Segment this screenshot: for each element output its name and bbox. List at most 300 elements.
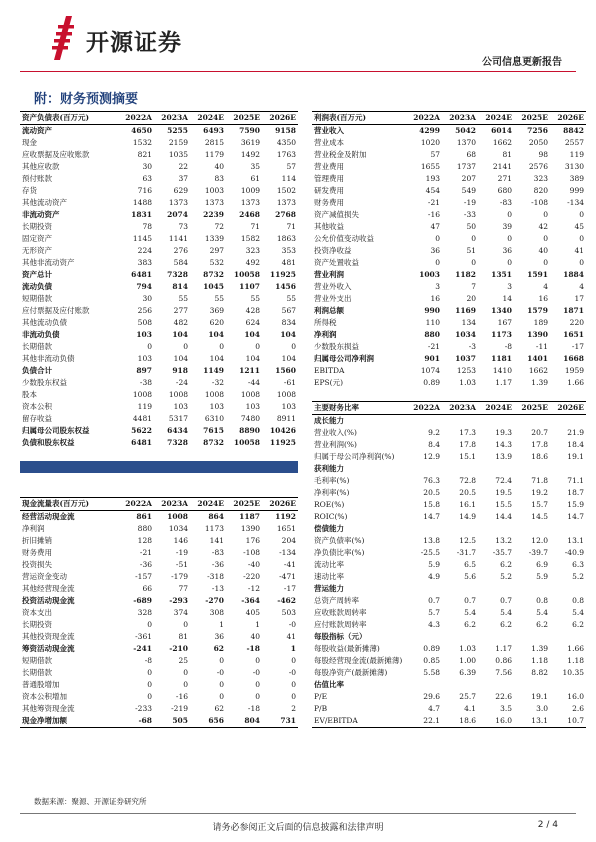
row-value: 4350 (276, 138, 296, 147)
row-label: 营业费用 (314, 162, 344, 171)
row-value: 55 (250, 294, 260, 303)
table-row (20, 281, 298, 293)
row-value: 4650 (131, 126, 152, 135)
row-value: 277 (173, 306, 188, 315)
row-value: 5.4 (572, 608, 584, 617)
row-value: 505 (154, 715, 190, 728)
row-value: 18.7 (567, 488, 584, 497)
row-value: 1107 (239, 282, 260, 291)
row-value: 103 (209, 402, 224, 411)
table-row (20, 317, 298, 329)
row-value: 0.8 (572, 596, 584, 605)
row-value: 4.3 (428, 620, 440, 629)
row-value: -21 (139, 548, 152, 557)
row-label: 筹资活动现金流 (22, 644, 75, 653)
row-value: 8732 (203, 270, 224, 279)
row-label: 营运能力 (314, 584, 344, 593)
year-header: 2022A (406, 402, 442, 415)
row-value: 15.8 (423, 500, 440, 509)
table-title: 现金流量表(百万元) (20, 498, 118, 511)
row-value: 40 (538, 246, 548, 255)
row-value: 9158 (275, 126, 296, 135)
row-value: -18 (247, 704, 260, 713)
row-value: -31.7 (456, 548, 476, 557)
row-value: 1 (290, 644, 296, 653)
row-value: 15.5 (495, 500, 512, 509)
row-value: -16 (427, 210, 440, 219)
row-value: 1401 (527, 354, 548, 363)
row-value: 19.2 (531, 488, 548, 497)
row-value: 5.4 (500, 608, 512, 617)
row-value: 1009 (240, 186, 260, 195)
row-value: 8911 (276, 414, 296, 423)
row-value: -24 (175, 378, 188, 387)
row-value (550, 415, 586, 428)
row-value: 2050 (528, 138, 548, 147)
row-value (478, 523, 514, 535)
row-value: 567 (281, 306, 296, 315)
row-value: 0 (183, 342, 188, 351)
row-value: 176 (245, 536, 260, 545)
row-value: 503 (281, 608, 296, 617)
row-value: 1 (219, 620, 224, 629)
table-row (312, 475, 586, 487)
row-value: 0 (183, 620, 188, 629)
row-value: 794 (136, 282, 152, 291)
row-value (442, 583, 478, 595)
row-value: 40 (250, 632, 260, 641)
row-label: 净负债比率(%) (314, 548, 365, 557)
row-label: 折旧摊销 (22, 536, 52, 545)
row-value: 6.5 (464, 560, 476, 569)
row-value: 17.8 (531, 440, 548, 449)
row-value: -210 (169, 644, 188, 653)
row-value: 204 (281, 536, 296, 545)
row-value: 1871 (563, 306, 584, 315)
row-value: 482 (173, 318, 188, 327)
row-value: -21 (427, 198, 440, 207)
table-row (20, 197, 298, 209)
table-row (312, 353, 586, 365)
row-label: 资产处置收益 (314, 258, 359, 267)
row-value (550, 631, 586, 643)
year-header: 2024E (190, 498, 226, 511)
row-value: 2576 (528, 162, 548, 171)
row-label: 应付账款周转率 (314, 620, 367, 629)
row-value: 12.5 (459, 536, 476, 545)
row-value: 6.39 (459, 668, 476, 677)
row-value: 3.0 (536, 704, 548, 713)
row-value: 1037 (455, 354, 476, 363)
row-value: 383 (137, 258, 152, 267)
row-value: 11925 (269, 270, 296, 279)
row-value: 0 (291, 692, 296, 701)
table-row (20, 679, 298, 691)
row-value: 55 (178, 294, 188, 303)
row-value: -13 (211, 584, 224, 593)
row-label: 营业外支出 (314, 294, 352, 303)
row-value: 8842 (563, 126, 584, 135)
row-label: 投资活动现金流 (22, 596, 75, 605)
row-value: 1763 (276, 150, 296, 159)
row-value: 12.9 (423, 452, 440, 461)
row-value: 0 (255, 680, 260, 689)
table-row (312, 317, 586, 329)
row-value: 1253 (456, 366, 476, 375)
row-value: -61 (283, 378, 296, 387)
row-value: 271 (497, 174, 512, 183)
row-value: 63 (142, 174, 152, 183)
row-value: 5.4 (536, 608, 548, 617)
row-value: 104 (245, 354, 260, 363)
row-value: 36 (502, 246, 512, 255)
row-value: 128 (137, 536, 152, 545)
row-value (514, 523, 550, 535)
row-value: 1179 (204, 150, 224, 159)
row-value: 220 (569, 318, 584, 327)
row-value: 481 (281, 258, 296, 267)
row-value: 1.03 (459, 378, 476, 387)
row-value: 6.2 (500, 560, 512, 569)
row-value: -12 (247, 584, 260, 593)
row-label: 总资产周转率 (314, 596, 359, 605)
row-value: -0 (216, 668, 224, 677)
table-row (20, 619, 298, 631)
row-value: 103 (136, 330, 152, 339)
row-label: 流动比率 (314, 560, 344, 569)
row-value: 1141 (168, 234, 188, 243)
row-value: 13.2 (495, 536, 512, 545)
row-value: 14.9 (459, 512, 476, 521)
row-value: 141 (209, 536, 224, 545)
row-value: 1003 (204, 186, 224, 195)
row-value: 21.9 (567, 428, 584, 437)
row-value: -361 (135, 632, 152, 641)
row-value: -134 (279, 548, 296, 557)
row-value: 1008 (204, 390, 224, 399)
row-value: 0 (147, 692, 152, 701)
row-label: 每股净资产(最新摊薄) (314, 668, 388, 677)
row-value: 0 (291, 342, 296, 351)
row-value: 7328 (167, 270, 188, 279)
row-value: 1169 (455, 306, 476, 315)
row-value: 1.00 (459, 656, 476, 665)
row-label: 净利润 (22, 524, 45, 533)
row-label: 少数股东权益 (22, 378, 67, 387)
row-value: 72.8 (459, 476, 476, 485)
row-label: 其他非流动负债 (22, 354, 75, 363)
table-row (312, 607, 586, 619)
table-row (312, 595, 586, 607)
row-value: 4 (579, 282, 584, 291)
row-value: 731 (262, 715, 298, 728)
row-value: 1.17 (495, 644, 512, 653)
row-value: 276 (173, 246, 188, 255)
row-label: 现金净增加额 (20, 715, 118, 728)
row-value: 1959 (564, 366, 584, 375)
row-value: 428 (245, 306, 260, 315)
table-row (312, 715, 586, 728)
row-label: 每股收益(最新摊薄) (314, 644, 380, 653)
row-value: 0.85 (423, 656, 440, 665)
table-row (20, 437, 298, 449)
row-value: 0 (435, 234, 440, 243)
row-value: 30 (142, 162, 152, 171)
row-value: 2074 (167, 210, 188, 219)
row-value: 2815 (204, 138, 224, 147)
row-value: 5.58 (423, 668, 440, 677)
row-value: 57 (286, 162, 296, 171)
row-label: 普通股增加 (22, 680, 60, 689)
row-value: 2468 (239, 210, 260, 219)
row-value: 0 (219, 342, 224, 351)
row-label: 研发费用 (314, 186, 344, 195)
row-value: 0 (219, 680, 224, 689)
row-value: 3130 (564, 162, 584, 171)
row-value: 6.9 (536, 560, 548, 569)
row-value: 0.7 (464, 596, 476, 605)
row-value: 5255 (167, 126, 188, 135)
year-header: 2023A (154, 498, 190, 511)
row-value (478, 631, 514, 643)
row-value: 146 (173, 536, 188, 545)
row-value: 1373 (240, 198, 260, 207)
row-value: 6.3 (572, 560, 584, 569)
row-value: 3.5 (500, 704, 512, 713)
row-value: 16 (538, 294, 548, 303)
table-row (312, 293, 586, 305)
row-value: 1173 (491, 330, 512, 339)
row-value: 98 (538, 150, 548, 159)
row-value: 1390 (527, 330, 548, 339)
row-value: -689 (133, 596, 152, 605)
row-value: -39.7 (528, 548, 548, 557)
row-value: 72 (214, 222, 224, 231)
row-label: 流动负债 (22, 282, 52, 291)
row-value: 1884 (563, 270, 584, 279)
row-value: 5042 (455, 126, 476, 135)
row-value: 1.66 (567, 378, 584, 387)
row-value: 7256 (527, 126, 548, 135)
row-label: ROIC(%) (314, 512, 348, 521)
row-label: 其他应收款 (22, 162, 60, 171)
row-value: 1034 (168, 524, 188, 533)
table-header-row (20, 112, 298, 125)
table-row (312, 269, 586, 281)
row-value: 814 (172, 282, 188, 291)
table-row (312, 583, 586, 595)
table-row (20, 703, 298, 715)
row-value: 18.6 (442, 715, 478, 728)
row-value: 104 (280, 330, 296, 339)
row-value: 42 (538, 222, 548, 231)
row-label: 其他筹资现金流 (22, 704, 75, 713)
row-label: 估值比率 (314, 680, 344, 689)
row-label: 负债和股东权益 (22, 438, 75, 447)
row-value: -134 (567, 198, 584, 207)
row-value: 13.1 (567, 536, 584, 545)
row-value: 990 (424, 306, 440, 315)
row-value: -3 (468, 342, 476, 351)
row-value: 36 (214, 632, 224, 641)
row-label: 流动资产 (22, 126, 52, 135)
row-value: 13.9 (495, 452, 512, 461)
row-value: 629 (173, 186, 188, 195)
row-value: 15.1 (459, 452, 476, 461)
row-value: 6434 (167, 426, 188, 435)
row-value: -33 (463, 210, 476, 219)
brand-name: 开源证券 (86, 30, 182, 56)
row-label: EV/EBITDA (312, 715, 406, 728)
row-value: 0 (471, 234, 476, 243)
row-value: 369 (209, 306, 224, 315)
table-row (20, 245, 298, 257)
row-value: 389 (569, 174, 584, 183)
kaiyuan-logo-icon (52, 16, 76, 60)
row-value: 5.9 (536, 572, 548, 581)
row-value: 1.18 (567, 656, 584, 665)
table-header-row (312, 112, 586, 125)
row-value: 114 (281, 174, 296, 183)
row-value (514, 415, 550, 428)
row-value: -0 (288, 620, 296, 629)
table-row (312, 703, 586, 715)
table-row (312, 173, 586, 185)
row-value: 1008 (168, 390, 188, 399)
table-row (312, 487, 586, 499)
row-value: 14.5 (531, 512, 548, 521)
table-row (312, 305, 586, 317)
table-row (20, 377, 298, 389)
row-value: 29.6 (423, 692, 440, 701)
row-label: 归属母公司净利润 (314, 354, 374, 363)
table-row (20, 269, 298, 281)
row-value (514, 463, 550, 475)
row-value: 1192 (275, 512, 296, 521)
row-value: -19 (463, 198, 476, 207)
row-value: 897 (136, 366, 152, 375)
row-value: 0 (255, 656, 260, 665)
row-value: 1737 (456, 162, 476, 171)
table-row (20, 571, 298, 583)
row-value: 61 (250, 174, 260, 183)
row-label: 少数股东损益 (314, 342, 359, 351)
table-row (312, 571, 586, 583)
row-label: 非流动资产 (22, 210, 60, 219)
row-value (478, 463, 514, 475)
row-value: 4.9 (428, 572, 440, 581)
row-value: 1370 (456, 138, 476, 147)
table-row (312, 149, 586, 161)
row-value: 3619 (240, 138, 260, 147)
row-value: 134 (461, 318, 476, 327)
row-value: -233 (135, 704, 152, 713)
row-value: -40.9 (564, 548, 584, 557)
row-value: 81 (178, 632, 188, 641)
row-value: 1579 (527, 306, 548, 315)
row-label: 无形资产 (22, 246, 52, 255)
row-value: 1651 (276, 524, 296, 533)
table-row (20, 547, 298, 559)
row-value: 2141 (492, 162, 512, 171)
table-row (312, 691, 586, 703)
table-row (312, 281, 586, 293)
row-value: 18.4 (567, 440, 584, 449)
row-value (514, 583, 550, 595)
row-value: 308 (209, 608, 224, 617)
row-value: 1181 (491, 354, 512, 363)
row-value: 104 (172, 330, 188, 339)
row-value: 16.0 (567, 692, 584, 701)
row-value: 19.3 (495, 428, 512, 437)
row-value: 8890 (239, 426, 260, 435)
row-label: 营业税金及附加 (314, 150, 367, 159)
table-row (20, 401, 298, 413)
row-value (478, 679, 514, 691)
row-value: 4481 (132, 414, 152, 423)
spacer-row (20, 485, 298, 498)
year-header: 2026E (262, 498, 298, 511)
table-row (20, 413, 298, 425)
row-value: -318 (207, 572, 224, 581)
row-value: 6481 (131, 438, 152, 447)
row-label: 资产总计 (22, 270, 52, 279)
row-value: 323 (245, 246, 260, 255)
row-value: -179 (171, 572, 188, 581)
table-row (312, 463, 586, 475)
row-value: 71.1 (567, 476, 584, 485)
table-row (20, 559, 298, 571)
row-label: 预付账款 (22, 174, 52, 183)
row-value (406, 679, 442, 691)
row-value (550, 523, 586, 535)
row-value: 20.5 (459, 488, 476, 497)
row-value: 7480 (240, 414, 260, 423)
row-value: 17.3 (459, 428, 476, 437)
table-row (20, 583, 298, 595)
row-value: 41 (286, 632, 296, 641)
table-row (20, 137, 298, 149)
table-row (312, 619, 586, 631)
row-label: 归属母公司股东权益 (22, 426, 90, 435)
row-value: 103 (137, 354, 152, 363)
row-label: 营业成本 (314, 138, 344, 147)
row-value: 19.5 (495, 488, 512, 497)
row-value: 0 (435, 258, 440, 267)
row-value: -219 (171, 704, 188, 713)
row-value: 83 (214, 174, 224, 183)
row-value: 72.4 (495, 476, 512, 485)
row-label: 每股经营现金流(最新摊薄) (314, 656, 403, 665)
row-value: 820 (533, 186, 548, 195)
row-value: 62 (214, 704, 224, 713)
row-value: 323 (533, 174, 548, 183)
row-value: 14.7 (423, 512, 440, 521)
row-value: 0 (147, 620, 152, 629)
year-header: 2025E (514, 112, 550, 125)
row-value: 12.0 (531, 536, 548, 545)
row-value: 1456 (275, 282, 296, 291)
row-value: 374 (173, 608, 188, 617)
row-label: 管理费用 (314, 174, 344, 183)
row-value: -83 (211, 548, 224, 557)
table-row (20, 643, 298, 655)
spacer-row-cell (20, 449, 298, 461)
row-value: 5.2 (572, 572, 584, 581)
row-value: 1863 (276, 234, 296, 243)
table-row (312, 631, 586, 643)
row-label: 公允价值变动收益 (314, 234, 374, 243)
